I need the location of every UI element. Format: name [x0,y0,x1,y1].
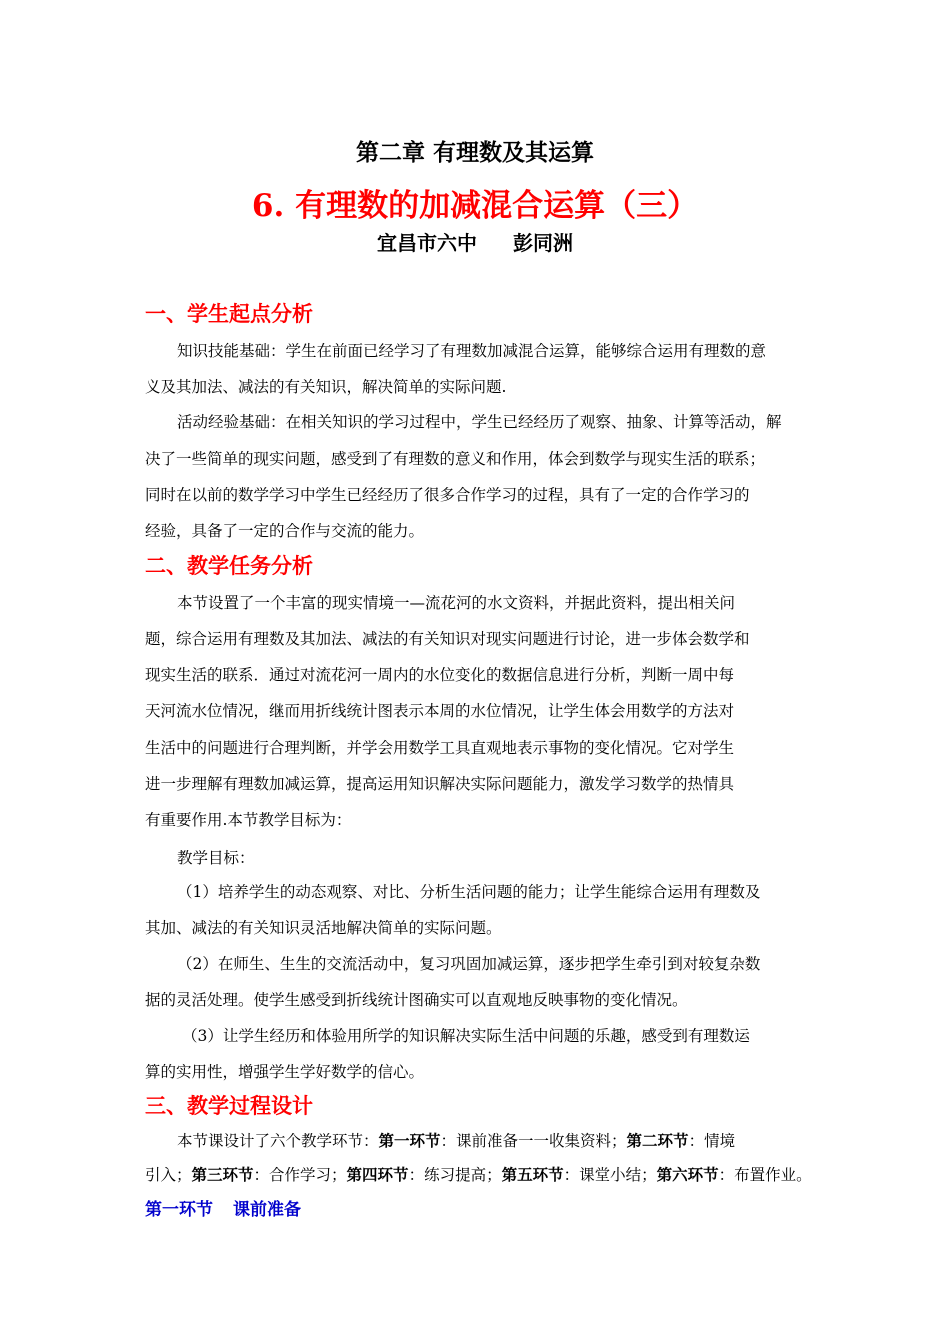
school-name: 宜昌市六中 [377,231,477,255]
paragraph-line: 知识技能基础：学生在前面已经学习了有理数加减混合运算，能够综合运用有理数的意 [177,342,767,360]
section-heading-3: 三、教学过程设计 [145,1093,313,1118]
paragraph-line: （3）让学生经历和体验用所学的知识解决实际生活中问题的乐趣，感受到有理数运 [182,1027,750,1045]
stage-label: 第三环节 [191,1165,254,1184]
stage-label: 第五环节 [501,1165,564,1184]
process-line-1: 本节课设计了六个教学环节：第一环节：课前准备一一收集资料；第二环节：情境 [177,1131,736,1150]
paragraph-line: 经验，具备了一定的合作与交流的能力。 [145,522,425,540]
stage-label: 第六环节 [656,1165,719,1184]
paragraph-line: （1）培养学生的动态观察、对比、分析生活问题的能力；让学生能综合运用有理数及 [177,883,761,901]
author-line [0,227,950,256]
paragraph-line: 本节设置了一个丰富的现实情境一—流花河的水文资料，并据此资料，提出相关问 [177,594,736,612]
chapter-title: 第二章 有理数及其运算 [355,139,594,166]
paragraph-line: 有重要作用.本节教学目标为： [145,811,352,829]
stage-label: 第一环节 [378,1131,441,1150]
paragraph-line: 义及其加法、减法的有关知识，解决简单的实际问题. [145,378,507,396]
paragraph-line: 算的实用性，增强学生学好数学的信心。 [145,1063,425,1081]
paragraph-line: 天河流水位情况，继而用折线统计图表示本周的水位情况，让学生体会用数学的方法对 [145,702,735,720]
paragraph-line: 现实生活的联系．通过对流花河一周内的水位变化的数据信息进行分析，判断一周中每 [145,666,735,684]
process-line-2: 引入；第三环节：合作学习；第四环节：练习提高；第五环节：课堂小结；第六环节：布置作业。 [145,1165,812,1184]
stage-label: 第四环节 [346,1165,409,1184]
paragraph-line: 生活中的问题进行合理判断，并学会用数学工具直观地表示事物的变化情况。它对学生 [145,739,735,757]
paragraph-line: 进一步理解有理数加减运算，提高运用知识解决实际问题能力，激发学习数学的热情具 [145,775,735,793]
author-name: 彭同洲 [513,231,573,255]
paragraph-line: 同时在以前的数学学习中学生已经经历了很多合作学习的过程，具有了一定的合作学习的 [145,486,750,504]
section-heading-2: 二、教学任务分析 [145,553,313,578]
paragraph-line: 活动经验基础：在相关知识的学习过程中，学生已经经历了观察、抽象、计算等活动，解 [177,413,782,431]
paragraph-line: 其加、减法的有关知识灵活地解决简单的实际问题。 [145,919,502,937]
paragraph-line: 决了一些简单的现实问题，感受到了有理数的意义和作用，体会到数学与现实生活的联系； [145,450,766,468]
lesson-title: 6. 有理数的加减混合运算（三） [251,188,699,224]
subsection-heading: 第一环节 课前准备 [145,1200,301,1220]
stage-label: 第二环节 [626,1131,689,1150]
paragraph-line: （2）在师生、生生的交流活动中，复习巩固加减运算，逐步把学生牵引到对较复杂数 [177,955,761,973]
section-heading-1: 一、学生起点分析 [145,301,313,326]
objectives-label: 教学目标： [177,849,255,867]
paragraph-line: 据的灵活处理。使学生感受到折线统计图确实可以直观地反映事物的变化情况。 [145,991,688,1009]
paragraph-line: 题，综合运用有理数及其加法、减法的有关知识对现实问题进行讨论，进一步体会数学和 [145,630,750,648]
